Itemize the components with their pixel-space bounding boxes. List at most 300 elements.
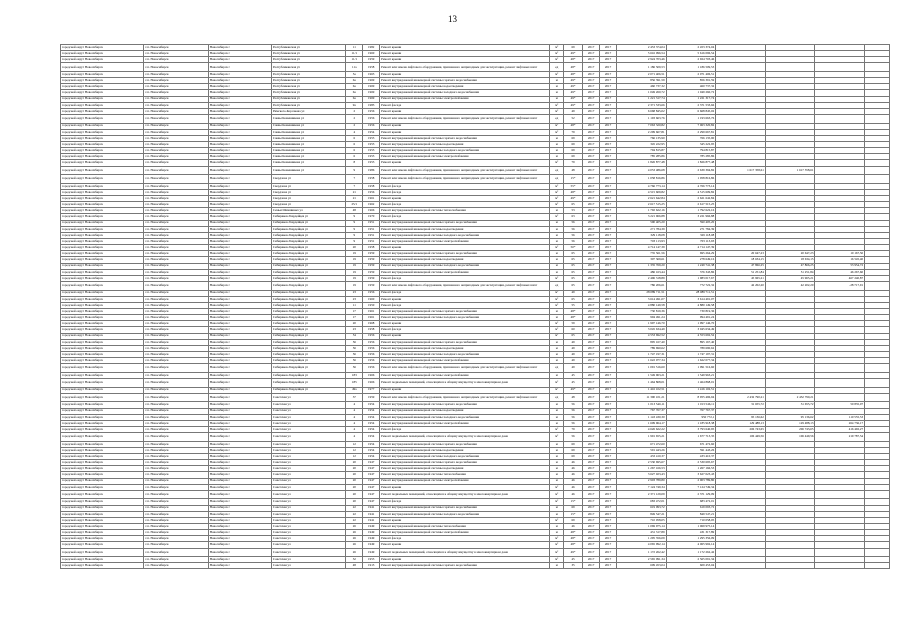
table-cell: Новосибирск г [208, 166, 271, 175]
table-cell: 1 091 516,60 [666, 364, 716, 373]
table-cell: 65 [563, 257, 582, 263]
table-cell: Ремонт крыши [380, 72, 550, 78]
table-cell: Ремонт внутридомовой инженерной системы горячего водоснабжения [380, 563, 550, 569]
table-cell: 1956 [363, 352, 380, 358]
table-cell: Ремонт внутридомовой инженерной системы холодного водоснабжения [380, 148, 550, 154]
table-cell: Ремонт внутридомовой инженерной системы электроснабжения [380, 239, 550, 245]
table-cell: Новосибирск г [208, 408, 271, 414]
table-cell: городской округ Новосибирск [61, 447, 144, 453]
table-cell: Новосибирск г [208, 387, 271, 393]
table-cell: Ремонт или замена лифтового оборудования, признанного непригодным для эксплуатации, ремонт лифтовых шахт [380, 115, 550, 124]
table-cell: 49a [346, 387, 363, 393]
table-cell [716, 490, 766, 499]
table-cell: 183 [346, 372, 363, 378]
table-cell: 19 [346, 275, 363, 281]
table-cell: Ремонт внутридомовой инженерной системы электроснабжения [380, 478, 550, 484]
table-cell: 2017 [600, 57, 617, 63]
table-cell: Советская ул [271, 402, 345, 408]
table-cell: Ремонт крыши [380, 51, 550, 57]
table-cell: Советская ул [271, 542, 345, 548]
table-cell: 2017 [600, 466, 617, 472]
table-cell: м² [550, 51, 564, 57]
table-cell: 1 221 317,74 [616, 96, 666, 102]
table-cell: Новосибирск г [208, 115, 271, 124]
table-cell: 2017 [600, 208, 617, 214]
table-cell: Ремонт фасада [380, 302, 550, 308]
table-cell: г.п. Новосибирск [144, 196, 208, 202]
table-cell: Новосибирск г [208, 108, 271, 114]
table-cell: 2017 [600, 263, 617, 269]
table-cell: г.п. Новосибирск [144, 478, 208, 484]
table-cell: м² [550, 296, 564, 302]
table-cell: 7 124 749,34 [616, 484, 666, 490]
table-cell: Сибиряков-Гвардейцев ул [271, 333, 345, 339]
table-cell: Саввы Кожевникова ул [271, 123, 345, 129]
table-cell: 49* [563, 84, 582, 90]
table-cell: г.п. Новосибирск [144, 309, 208, 315]
table-cell: 2017 [583, 129, 600, 135]
table-cell: г.п. Новосибирск [144, 57, 208, 63]
table-cell: 849 547,21 [616, 511, 666, 517]
table-cell: 4 [346, 129, 363, 135]
table-cell: городской округ Новосибирск [61, 166, 144, 175]
table-cell: городской округ Новосибирск [61, 282, 144, 291]
table-cell: м² [550, 387, 564, 393]
table-cell: Новосибирск г [208, 447, 271, 453]
table-cell: 460 737,32 [666, 84, 716, 90]
table-cell: Советская ул [271, 478, 345, 484]
table-cell: Ремонт внутридомовой инженерной системы электроснабжения [380, 372, 550, 378]
table-cell: Новосибирск г [208, 420, 271, 426]
table-cell: 1947 [363, 490, 380, 499]
table-cell: 1968 [363, 321, 380, 327]
table-cell: 2017 [600, 447, 617, 453]
table-cell: Сибиряков-Гвардейцев ул [271, 245, 345, 251]
table-cell: 26 [346, 542, 363, 548]
table-cell: 49* [563, 78, 582, 84]
table-cell: Новосибирск г [208, 460, 271, 466]
table-cell: Ремонт фасада [380, 102, 550, 108]
table-cell: м [550, 226, 564, 232]
table-cell: Советская ул [271, 484, 345, 490]
table-cell: м [550, 154, 564, 160]
table-cell: Ремонт крыши [380, 129, 550, 135]
table-cell: 1966 [363, 208, 380, 214]
table-cell: городской округ Новосибирск [61, 239, 144, 245]
table-cell: м [550, 466, 564, 472]
table-cell: 2017 [583, 426, 600, 432]
table-cell: -28 717,91 [815, 282, 865, 291]
table-cell: 2017 [583, 387, 600, 393]
table-cell: м [550, 530, 564, 536]
table-cell: 2017 [583, 358, 600, 364]
table-cell: 3 627 023,43 [616, 472, 666, 478]
table-cell: Республиканская ул [271, 57, 345, 63]
table-cell: 329 118,08 [666, 232, 716, 238]
table-cell: 2017 [583, 511, 600, 517]
table-cell: Ремонт внутридомовой инженерной системы горячего водоснабжения [380, 78, 550, 84]
table-cell: городской округ Новосибирск [61, 530, 144, 536]
table-cell: м² [550, 189, 564, 195]
table-cell: 4 553 692,52 [616, 333, 666, 339]
table-cell: городской округ Новосибирск [61, 364, 144, 373]
table-cell: 1954 [363, 447, 380, 453]
table-cell: Новосибирск г [208, 135, 271, 141]
table-cell: 2017 [600, 372, 617, 378]
table-cell: г.п. Новосибирск [144, 115, 208, 124]
table-cell: Новосибирск г [208, 63, 271, 72]
table-cell: 15* [563, 175, 582, 184]
table-cell: 2017 [583, 148, 600, 154]
table-cell: 433 410,37 [616, 453, 666, 459]
table-cell: городской округ Новосибирск [61, 302, 144, 308]
table-cell: 1951 [363, 226, 380, 232]
table-cell: 1962 [363, 202, 380, 208]
table-cell: 1969 [363, 78, 380, 84]
table-cell: 95 136,62 [765, 414, 815, 420]
table-cell: м [550, 315, 564, 321]
table-cell: 48* [563, 315, 582, 321]
table-cell: Ремонт фасада [380, 275, 550, 281]
table-cell: Сибиряков-Гвардейцев ул [271, 214, 345, 220]
table-cell: 7 124 749,34 [666, 484, 716, 490]
table-cell: 11 [346, 302, 363, 308]
table-cell: 49* [563, 102, 582, 108]
table-cell: 1 193 663,76 [616, 115, 666, 124]
table-cell: 683 472,01 [616, 499, 666, 505]
table-cell: г.п. Новосибирск [144, 441, 208, 447]
table-cell: м² [550, 327, 564, 333]
table-cell: 46 [563, 460, 582, 466]
table-cell: Республиканская ул [271, 96, 345, 102]
table-cell: 48 [346, 563, 363, 569]
table-cell: Ремонт внутридомовой инженерной системы горячего водоснабжения [380, 441, 550, 447]
table-cell: м [550, 408, 564, 414]
table-cell: 2017 [583, 557, 600, 563]
table-cell: 1 267 166,53 [666, 466, 716, 472]
table-cell: Ремонт внутридомовой инженерной системы теплоснабжения [380, 472, 550, 478]
table-cell: 56 [563, 414, 582, 420]
table-cell: г.п. Новосибирск [144, 379, 208, 388]
table-cell: 22 [346, 505, 363, 511]
table-cell: м² [550, 129, 564, 135]
table-cell: Ремонт внутридомовой инженерной системы водоотведения [380, 142, 550, 148]
table-cell: 431 317,89 [666, 530, 716, 536]
table-cell: 2017 [600, 175, 617, 184]
table-cell: Советская ул [271, 536, 345, 542]
table-cell: 1961 [363, 196, 380, 202]
table-cell: Новосибирск г [208, 379, 271, 388]
table-cell: 20 [346, 321, 363, 327]
table-cell: 1953 [363, 148, 380, 154]
table-cell: 2 432 790,21 [716, 393, 766, 402]
table-cell: 3 045 634,49 [666, 327, 716, 333]
table-cell: Новосибирск г [208, 90, 271, 96]
table-cell: городской округ Новосибирск [61, 51, 144, 57]
table-cell: 2017 [583, 220, 600, 226]
table-cell: Советская ул [271, 460, 345, 466]
table-cell: г.п. Новосибирск [144, 183, 208, 189]
table-cell: 1966 [363, 372, 380, 378]
table-cell: 1 826 877,48 [666, 160, 716, 166]
table-cell: 1951 [363, 220, 380, 226]
table-cell: 772 722,32 [666, 282, 716, 291]
table-cell: Новосибирск г [208, 484, 271, 490]
table-cell: 1961 [363, 315, 380, 321]
table-cell: 1959 [363, 257, 380, 263]
table-cell: 2017 [583, 166, 600, 175]
table-cell: 56 [346, 339, 363, 345]
table-cell: Новосибирск г [208, 57, 271, 63]
table-cell: 25/1 [346, 202, 363, 208]
table-cell: 2017 [583, 226, 600, 232]
table-cell: Новосибирск г [208, 96, 271, 102]
table-cell: г.п. Новосибирск [144, 166, 208, 175]
table-cell: Новосибирск г [208, 478, 271, 484]
table-cell: городской округ Новосибирск [61, 453, 144, 459]
table-cell: Советская ул [271, 499, 345, 505]
table-cell: 1 069 975,14 [666, 523, 716, 529]
table-cell: 2017 [600, 196, 617, 202]
table-cell: 11/1 [346, 57, 363, 63]
table-cell: 110 555,53 [815, 414, 865, 420]
table-cell: 895 167,40 [616, 339, 666, 345]
table-cell: ед [550, 175, 564, 184]
table-cell: 2017 [583, 257, 600, 263]
table-cell: 46 267,60 [815, 269, 865, 275]
table-cell: 2017 [583, 453, 600, 459]
table-cell: Саввы Кожевникова ул [271, 115, 345, 124]
table-cell: 2 299 667,81 [616, 129, 666, 135]
table-cell: Ремонт подвальных помещений, относящихся к общему имуществу в многоквартирном доме [380, 433, 550, 442]
table-cell: Ремонт фасада [380, 214, 550, 220]
table-cell: Ремонт крыши [380, 296, 550, 302]
table-cell: 2 530 695,67 [666, 460, 716, 466]
table-cell: 1954 [363, 129, 380, 135]
table-cell: 20 [346, 472, 363, 478]
table-cell: городской округ Новосибирск [61, 517, 144, 523]
table-cell: городской округ Новосибирск [61, 321, 144, 327]
table-cell: 1 069 975,14 [616, 523, 666, 529]
table-cell: Ремонт или замена лифтового оборудования, признанного непригодным для эксплуатации, ремонт лифтовых шахт [380, 166, 550, 175]
table-cell: 2017 [600, 239, 617, 245]
table-cell: 2017 [600, 257, 617, 263]
table-cell: городской округ Новосибирск [61, 108, 144, 114]
table-cell: 48 [563, 166, 582, 175]
table-cell [815, 364, 865, 373]
table-cell: городской округ Новосибирск [61, 408, 144, 414]
table-cell: 2 617 515,25 [616, 202, 666, 208]
table-cell: г.п. Новосибирск [144, 269, 208, 275]
table-cell: 12 [346, 453, 363, 459]
table-cell: г.п. Новосибирск [144, 108, 208, 114]
table-cell: Ремонт фасада [380, 426, 550, 432]
table-cell: 2017 [583, 393, 600, 402]
table-cell: Сибиряков-Гвардейцев ул [271, 220, 345, 226]
table-cell: 2017 [600, 499, 617, 505]
table-cell: 2017 [600, 51, 617, 57]
table-cell: г.п. Новосибирск [144, 358, 208, 364]
table-cell: г.п. Новосибирск [144, 447, 208, 453]
table-cell: 2017 [600, 523, 617, 529]
table-cell: Сибиряков-Гвардейцев ул [271, 309, 345, 315]
table-cell: г.п. Новосибирск [144, 160, 208, 166]
table-cell: 4 [346, 426, 363, 432]
table-cell: Новосибирск г [208, 189, 271, 195]
table-cell: Сибиряков-Гвардейцев ул [271, 290, 345, 296]
table-cell: г.п. Новосибирск [144, 466, 208, 472]
table-cell: г.п. Новосибирск [144, 393, 208, 402]
table-cell: м [550, 251, 564, 257]
table-cell: м² [550, 302, 564, 308]
table-cell: городской округ Новосибирск [61, 175, 144, 184]
table-cell: 1986 [363, 166, 380, 175]
table-cell: м [550, 447, 564, 453]
table-cell: Сибиряков-Гвардейцев ул [271, 296, 345, 302]
table-cell: 1953 [363, 160, 380, 166]
table-cell: м [550, 453, 564, 459]
table-cell: 2017 [600, 414, 617, 420]
table-cell: 48* [563, 536, 582, 542]
table-cell: м [550, 309, 564, 315]
table-cell: 2017 [600, 460, 617, 466]
table-cell: Римского-Корсакова ул [271, 108, 345, 114]
table-cell: 1 058 816,86 [666, 175, 716, 184]
table-cell: 2 639 394,82 [666, 166, 716, 175]
table-cell: г.п. Новосибирск [144, 290, 208, 296]
table-cell: Новосибирск г [208, 160, 271, 166]
table-cell: 1 143 430,30 [616, 414, 666, 420]
table-cell: Новосибирск г [208, 499, 271, 505]
table-cell: Новосибирск г [208, 263, 271, 269]
table-cell: 2017 [583, 339, 600, 345]
table-cell: Советская ул [271, 408, 345, 414]
table-cell: городской округ Новосибирск [61, 129, 144, 135]
table-cell: ед [550, 63, 564, 72]
table-cell: 49 [563, 352, 582, 358]
page-number: 13 [448, 14, 457, 24]
table-cell: 2017 [600, 129, 617, 135]
table-cell: 48* [563, 530, 582, 536]
table-cell: городской округ Новосибирск [61, 472, 144, 478]
table-cell: г.п. Новосибирск [144, 352, 208, 358]
table-cell: 2017 [583, 239, 600, 245]
table-cell: городской округ Новосибирск [61, 393, 144, 402]
table-cell: 206 743,65 [716, 426, 766, 432]
table-cell: городской округ Новосибирск [61, 379, 144, 388]
table-cell: г.п. Новосибирск [144, 175, 208, 184]
table-cell: 7 [346, 183, 363, 189]
table-cell: 48* [563, 123, 582, 129]
table-cell: 1959 [363, 275, 380, 281]
table-cell: 2017 [600, 202, 617, 208]
table-cell: Советская ул [271, 433, 345, 442]
table-cell: 4 880 149,58 [616, 302, 666, 308]
table-cell: Республиканская ул [271, 90, 345, 96]
table-cell: 48* [563, 63, 582, 72]
table-cell: 63 [563, 214, 582, 220]
table-cell: 730 819,36 [666, 309, 716, 315]
table-cell: 21 [346, 196, 363, 202]
table-cell: 2017 [583, 352, 600, 358]
table-cell: м [550, 402, 564, 408]
table-cell: Ремонт крыши [380, 160, 550, 166]
table-cell: городской округ Новосибирск [61, 441, 144, 447]
table-cell [815, 175, 865, 184]
table-cell: Новосибирск г [208, 175, 271, 184]
table-cell: 467 240,87 [815, 275, 865, 281]
table-cell: Ремонт внутридомовой инженерной системы водоотведения [380, 408, 550, 414]
table-cell: Семьи Шамшиных ул [271, 208, 345, 214]
table-cell: 2017 [583, 84, 600, 90]
table-cell: городской округ Новосибирск [61, 63, 144, 72]
table-cell: Советская ул [271, 557, 345, 563]
table-cell: городской округ Новосибирск [61, 220, 144, 226]
table-cell: Ремонт крыши [380, 542, 550, 548]
table-cell: 849 547,21 [666, 511, 716, 517]
table-cell: 1956 [363, 115, 380, 124]
table-cell: 37 [346, 393, 363, 402]
table-cell: 8 955 496,94 [666, 393, 716, 402]
table-cell: 69 [563, 517, 582, 523]
table-cell: Свердлова ул [271, 196, 345, 202]
table-cell [716, 63, 766, 72]
table-cell: городской округ Новосибирск [61, 484, 144, 490]
table-cell: Ремонт фасада [380, 536, 550, 542]
table-cell: 1956 [363, 290, 380, 296]
table-cell: Ремонт внутридомовой инженерной системы электроснабжения [380, 269, 550, 275]
table-cell [716, 364, 766, 373]
table-cell: г.п. Новосибирск [144, 202, 208, 208]
table-cell: 1982 [363, 45, 380, 51]
table-cell [865, 115, 890, 124]
table-cell: 4 065 992,14 [666, 542, 716, 548]
table-cell: 2017 [600, 387, 617, 393]
table-cell: 307 369,61 [616, 257, 666, 263]
table-cell: 1 792 622,16 [616, 208, 666, 214]
table-cell: 994 491,24 [616, 315, 666, 321]
table-cell: 278 649,16 [666, 257, 716, 263]
table-row [61, 166, 890, 175]
table-cell: 20 647,23 [716, 251, 766, 257]
table-cell: г.п. Новосибирск [144, 321, 208, 327]
table-cell: Новосибирск г [208, 51, 271, 57]
table-cell: городской округ Новосибирск [61, 490, 144, 499]
table-cell: 735 561,56 [616, 251, 666, 257]
table-cell: 55* [563, 183, 582, 189]
table-cell: Сибиряков-Гвардейцев ул [271, 327, 345, 333]
table-cell [865, 175, 890, 184]
table-cell: 1 792 622,16 [666, 208, 716, 214]
table-cell: 2017 [583, 542, 600, 548]
table-cell: Ремонт внутридомовой инженерной системы электроснабжения [380, 530, 550, 536]
table-cell: Сибиряков-Гвардейцев ул [271, 275, 345, 281]
table-cell: 2017 [583, 245, 600, 251]
table-cell: городской округ Новосибирск [61, 499, 144, 505]
table-cell: Новосибирск г [208, 275, 271, 281]
table-cell: 2017 [600, 345, 617, 351]
table-cell: Новосибирск г [208, 315, 271, 321]
table-cell: Советская ул [271, 453, 345, 459]
table-cell: 20 [346, 478, 363, 484]
table-cell: 2017 [600, 72, 617, 78]
table-cell: 46 [563, 472, 582, 478]
table-cell: 69 [563, 142, 582, 148]
table-cell: 895 167,40 [666, 339, 716, 345]
table-cell: 219 787,54 [815, 433, 865, 442]
table-cell: Новосибирск г [208, 441, 271, 447]
table-cell: 1949 [363, 536, 380, 542]
